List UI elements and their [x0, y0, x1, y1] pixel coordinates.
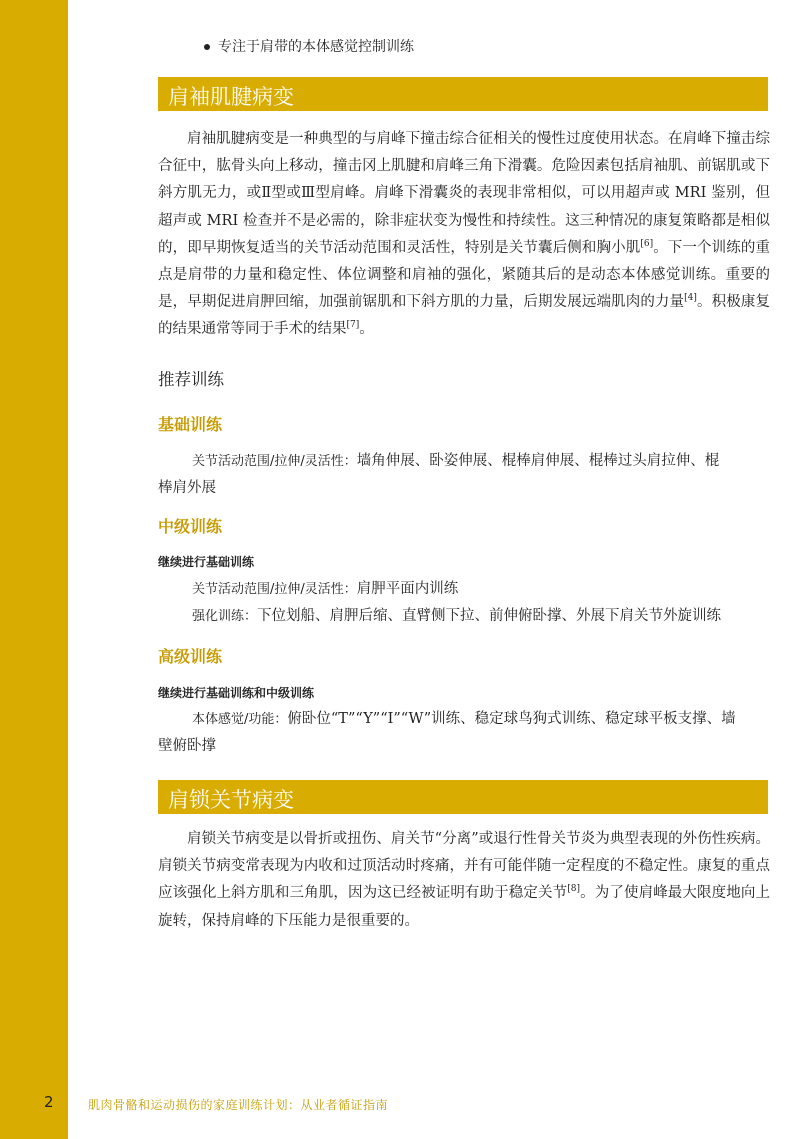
intermediate-training-heading: 中级训练	[158, 517, 223, 536]
basic-training-item: 关节活动范围/拉伸/灵活性：墙角伸展、卧姿伸展、棍棒肩伸展、棍棒过头肩拉伸、棍 棒肩外展	[158, 453, 720, 496]
section-title: 肩袖肌腱病变	[168, 85, 294, 109]
intermediate-strength-item: 强化训练：下位划船、肩胛后缩、直臂侧下拉、前伸俯卧撑、外展下肩关节外旋训练	[192, 608, 722, 624]
page-number: 2	[44, 1093, 54, 1111]
bullet-item: 专注于肩带的本体感觉控制训练	[204, 36, 414, 56]
footer-book-title: 肌肉骨骼和运动损伤的家庭训练计划：从业者循证指南	[88, 1098, 389, 1112]
intermediate-rom-item: 关节活动范围/拉伸/灵活性：肩胛平面内训练	[192, 581, 459, 597]
advanced-training-item: 本体感觉/功能：俯卧位“T”“Y”“I”“W”训练、稳定球鸟狗式训练、稳定球平板支撑、墙 壁俯卧撑	[158, 711, 736, 754]
sidebar-bar	[0, 0, 68, 1139]
section-title: 肩锁关节病变	[168, 788, 294, 812]
recommended-heading: 推荐训练	[158, 370, 224, 389]
advanced-continue: 继续进行基础训练和中级训练	[158, 686, 315, 700]
bullet-dot-icon	[204, 44, 210, 50]
advanced-training-heading: 高级训练	[158, 647, 223, 666]
basic-training-heading: 基础训练	[158, 415, 223, 434]
section-banner-ac-joint	[158, 780, 768, 814]
paragraph-ac-joint: 肩锁关节病变是以骨折或扭伤、肩关节“分离”或退行性骨关节炎为典型表现的外伤性疾病。肩锁关节病变常表现为内收和过顶活动时疼痛，并有可能伴随一定程度的不稳定性。康复的重点应该强化上斜方肌和三角肌，因为这已经被证明有助于稳定关节[8]。为了使肩峰最大限度地向上旋转，保持肩峰的下压能力是很重要的。	[158, 831, 771, 929]
paragraph-rotator-cuff: 肩袖肌腱病变是一种典型的与肩峰下撞击综合征相关的慢性过度使用状态。在肩峰下撞击综合征中，肱骨头向上移动，撞击冈上肌腱和肩峰三角下滑囊。危险因素包括肩袖肌、前锯肌或下斜方肌无力，或Ⅱ型或Ⅲ型肩峰。肩峰下滑囊炎的表现非常相似，可以用超声或 MRI 鉴别，但超声或 MRI 检查并不是必需的，除非症状变为慢性和持续性。这三种情况的康复策略都是相似的，即早期恢复适当的关节活动范围和灵活性，特别是关节囊后侧和胸小肌[6]。下一个训练的重点是肩带的力量和稳定性、体位调整和肩袖的强化，紧随其后的是动态本体感觉训练。重要的是，早期促进肩胛回缩，加强前锯肌和下斜方肌的力量，后期发展远端肌肉的力量[4]。积极康复的结果通常等同于手术的结果[7]。	[158, 131, 771, 338]
section-banner-rotator-cuff	[158, 77, 768, 111]
intermediate-continue: 继续进行基础训练	[158, 555, 255, 569]
